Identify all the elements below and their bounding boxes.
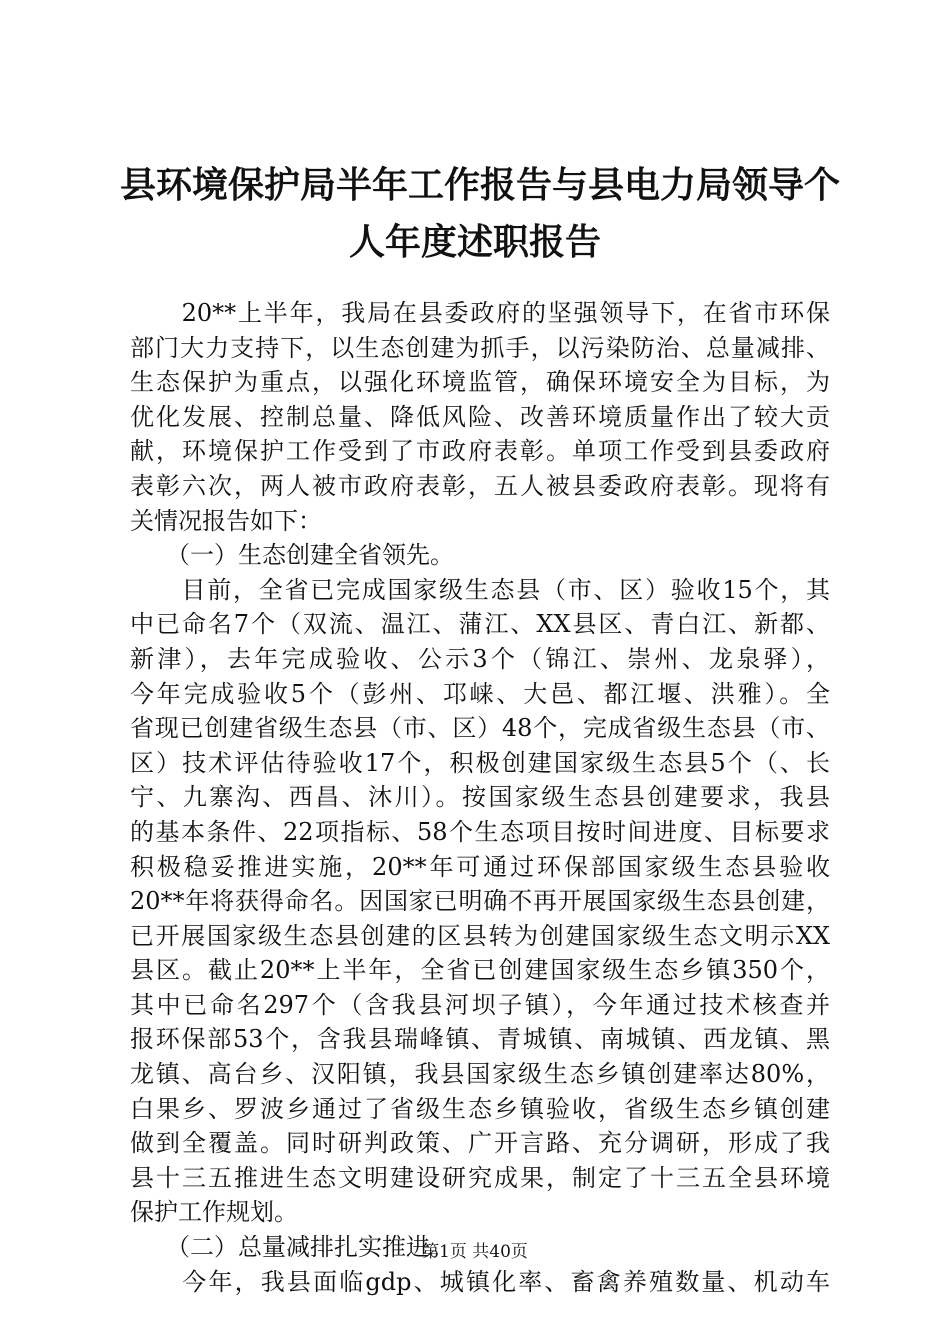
body-line: 献，环境保护工作受到了市政府表彰。单项工作受到县委政府 (130, 437, 830, 466)
section-heading: （一）生态创建全省领先。 (130, 541, 454, 570)
body-line: 省现已创建省级生态县（市、区）48个，完成省级生态县（市、 (130, 714, 830, 743)
body-line: 新津），去年完成验收、公示3个（锦江、崇州、龙泉驿）， (130, 644, 830, 673)
body-line: 县十三五推进生态文明建设研究成果，制定了十三五全县环境 (130, 1163, 830, 1192)
body-line: 今年，我县面临gdp、城镇化率、畜禽养殖数量、机动车 (130, 1267, 830, 1296)
body-line: 今年完成验收5个（彭州、邛崃、大邑、都江堰、洪雅）。全 (130, 679, 830, 708)
body-line: 县区。截止20**上半年，全省已创建国家级生态乡镇350个， (130, 956, 830, 985)
body-line: 报环保部53个，含我县瑞峰镇、青城镇、南城镇、西龙镇、黑 (130, 1025, 830, 1054)
body-line: 优化发展、控制总量、降低风险、改善环境质量作出了较大贡 (130, 402, 830, 431)
body-line: 的基本条件、22项指标、58个生态项目按时间进度、目标要求 (130, 817, 830, 846)
body-line: 保护工作规划。 (130, 1198, 298, 1227)
document-body (130, 296, 830, 1299)
body-line: 做到全覆盖。同时研判政策、广开言路、充分调研，形成了我 (130, 1129, 830, 1158)
body-line: 龙镇、高台乡、汉阳镇，我县国家级生态乡镇创建率达80%， (130, 1060, 830, 1089)
body-line: 宁、九寨沟、西昌、沐川）。按国家级生态县创建要求，我县 (130, 783, 830, 812)
body-line: 区）技术评估待验收17个，积极创建国家级生态县5个（、长 (130, 748, 830, 777)
body-line: 已开展国家级生态县创建的区县转为创建国家级生态文明示XX (130, 921, 830, 950)
page-number-footer: 第1页 共40页 (422, 1242, 528, 1262)
body-line: 表彰六次，两人被市政府表彰，五人被县委政府表彰。现将有 (130, 471, 830, 500)
body-line: 关情况报告如下： (130, 506, 322, 535)
body-line: 部门大力支持下，以生态创建为抓手，以污染防治、总量减排、 (130, 333, 830, 362)
body-line: 20**上半年，我局在县委政府的坚强领导下，在省市环保 (130, 299, 830, 327)
document-title-line-2: 人年度述职报告 (348, 221, 601, 263)
body-line: 生态保护为重点，以强化环境监管，确保环境安全为目标，为 (130, 368, 830, 397)
body-line: 20**年将获得命名。因国家已明确不再开展国家级生态县创建， (130, 887, 830, 916)
body-line: 目前，全省已完成国家级生态县（市、区）验收15个，其 (130, 575, 830, 604)
document-title-line-1: 县环境保护局半年工作报告与县电力局领导个 (120, 164, 841, 206)
body-line: 白果乡、罗波乡通过了省级生态乡镇验收，省级生态乡镇创建 (130, 1094, 830, 1123)
body-line: 其中已命名297个（含我县河坝子镇），今年通过技术核查并 (130, 990, 830, 1019)
body-line: 积极稳妥推进实施，20**年可通过环保部国家级生态县验收 (130, 852, 830, 881)
body-line: 中已命名7个（双流、温江、蒲江、XX县区、青白江、新都、 (130, 610, 830, 639)
section-heading: （二）总量减排扎实推进。 (130, 1233, 454, 1262)
